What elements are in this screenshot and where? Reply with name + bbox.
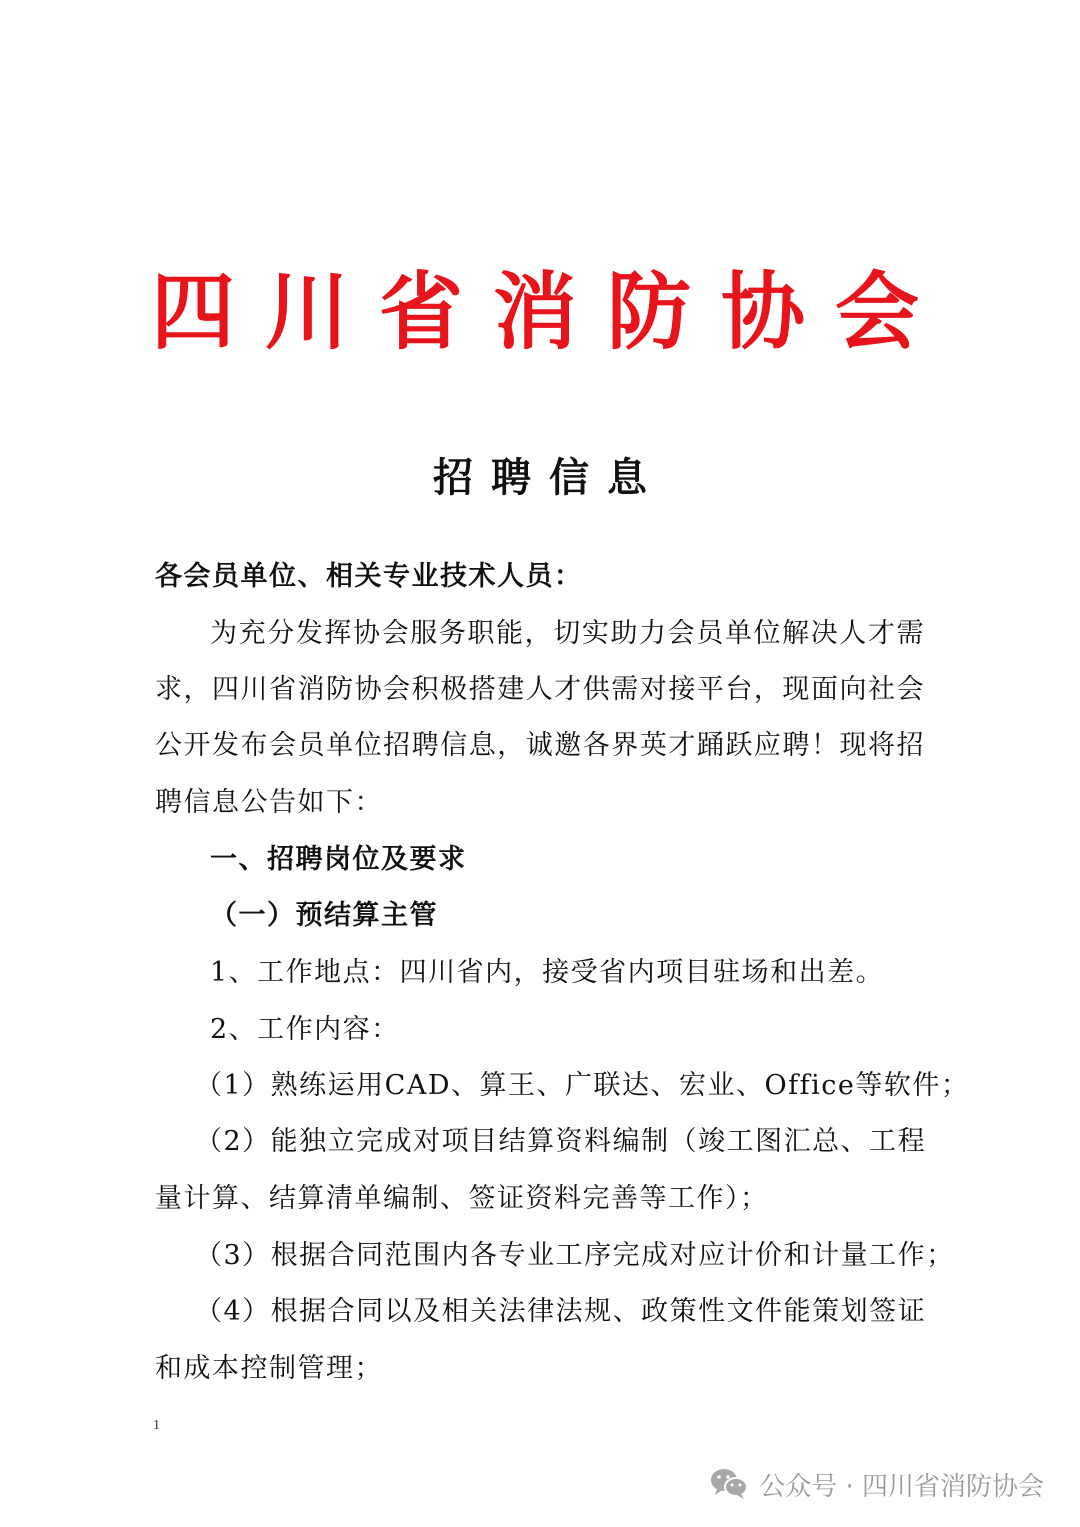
subsection-heading: （一）预结算主管 bbox=[210, 900, 438, 931]
intro-line-1: 为充分发挥协会服务职能，切实助力会员单位解决人才需 bbox=[210, 618, 925, 649]
duty-line-5: （4）根据合同以及相关法律法规、政策性文件能策划签证 bbox=[195, 1296, 927, 1327]
wechat-watermark bbox=[709, 1462, 1044, 1506]
section-heading: 一、招聘岗位及要求 bbox=[210, 844, 467, 875]
intro-line-2: 求，四川省消防协会积极搭建人才供需对接平台，现面向社会 bbox=[155, 674, 925, 705]
duty-line-1: （1）熟练运用CAD、算王、广联达、宏业、Office等软件； bbox=[195, 1070, 970, 1101]
intro-line-4: 聘信息公告如下： bbox=[155, 787, 383, 818]
document-title: 招聘信息 bbox=[433, 455, 665, 501]
page-number: 1 bbox=[153, 1418, 160, 1433]
organization-title: 四川省消防协会 bbox=[150, 263, 949, 361]
duty-line-3: 量计算、结算清单编制、签证资料完善等工作）； bbox=[155, 1183, 769, 1214]
duty-line-6: 和成本控制管理； bbox=[155, 1353, 383, 1384]
intro-line-3: 公开发布会员单位招聘信息，诚邀各界英才踊跃应聘！现将招 bbox=[155, 730, 925, 761]
watermark-text: 公众号 · 四川省消防协会 bbox=[759, 1471, 1044, 1502]
work-content-item: 2、工作内容： bbox=[210, 1014, 400, 1045]
duty-line-4: （3）根据合同范围内各专业工序完成对应计价和计量工作； bbox=[195, 1240, 955, 1271]
duty-line-2: （2）能独立完成对项目结算资料编制（竣工图汇总、工程 bbox=[195, 1126, 927, 1157]
salutation: 各会员单位、相关专业技术人员： bbox=[155, 561, 583, 592]
wechat-icon bbox=[709, 1466, 749, 1502]
work-location-item: 1、工作地点：四川省内，接受省内项目驻场和出差。 bbox=[210, 957, 885, 988]
